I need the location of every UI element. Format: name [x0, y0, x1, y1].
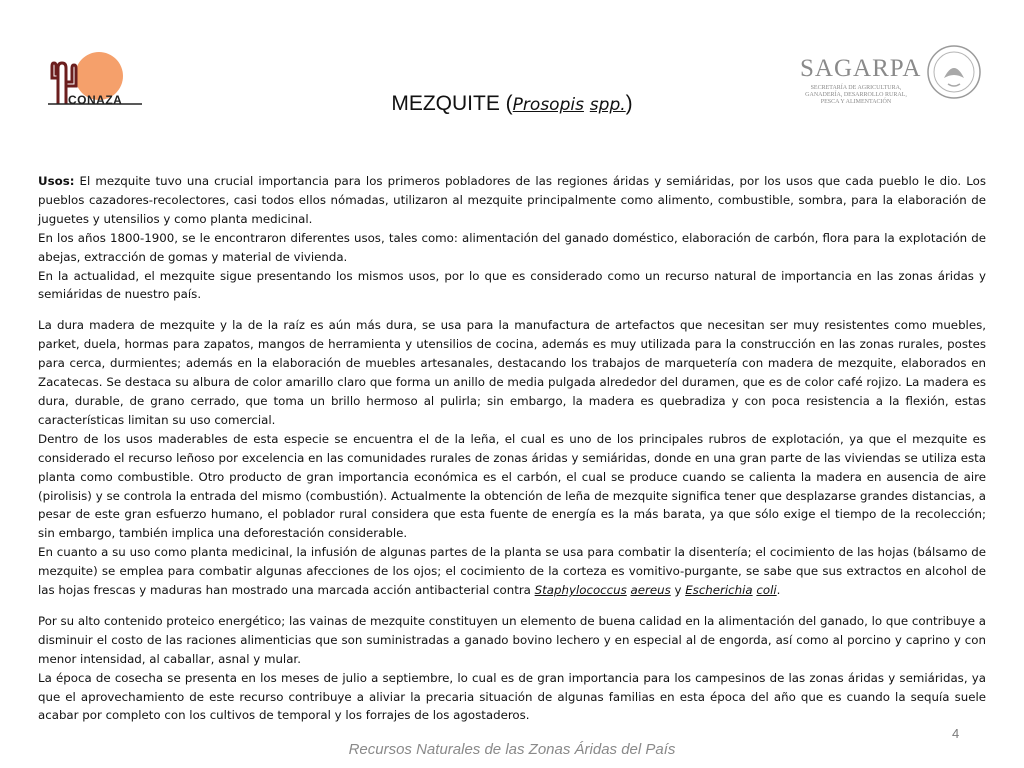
species-escherichia: Escherichia [685, 583, 753, 598]
page-number: 4 [952, 726, 960, 741]
sagarpa-logo-text: SAGARPA [800, 55, 922, 82]
paragraph: Dentro de los usos maderables de esta especie se encuentra el de la leña, el cual es uno de los principales rubros de explotación, ya que el mezquite es considerado el recurso leñoso por excelencia en las comunidades rurales de zonas áridas y semiáridas, donde en una gran parte de las viviendas se utiliza esta planta como combustible. Otro producto de gran importancia económica es el carbón, el cual se produce cuando se calienta la madera en ausencia de aire (pirolisis) y se controla la entrada del mismo (combustión). Actualmente la obtención de leña de mezquite significa tener que desplazarse grandes distancias, a pesar de este gran esfuerzo humano, el poblador rural considera que esta fuente de energía es la más barata, ya que sólo exige el tiempo de la recolección; sin embargo, también implica una deforestación considerable. [38, 431, 986, 541]
page-title: MEZQUITE (Prosopis spp.) [391, 92, 633, 115]
paragraph: La dura madera de mezquite y la de la raíz es aún más dura, se usa para la manufactura de artefactos que necesitan ser muy resistentes como muebles, parket, duela, hormas para zapatos, mangos de herramienta y utensilios de cocina, además es muy utilizada para la construcción en las zonas rurales, postes para cerca, durmientes; además en la elaboración de muebles artesanales, destacando los trabajos de marquetería con madera de mezquite, elaborados en Zacatecas. Se destaca su albura de color amarillo claro que forma un anillo de media pulgada alrededor del duramen, que es de color café rojizo. La madera es dura, durable, de grano cerrado, que toma un brillo hermoso al pulirla; sin embargo, la madera es quebradiza y con poca resistencia a la flexión, estas características limitan su uso comercial. [38, 318, 986, 427]
paragraph: En la actualidad, el mezquite sigue presentando los mismos usos, por lo que es considerado como un recurso natural de importancia en las zonas áridas y semiáridas de nuestro país. [38, 268, 986, 302]
paragraph: La época de cosecha se presenta en los meses de julio a septiembre, lo cual es de gran importancia para los campesinos de las zonas áridas y semiáridas, ya que el aprovechamiento de este recurso contribuye a aliviar la precaria situación de algunas familias en esta época del año que es cuando la sequía suele acabar por completo con los cultivos de temporal y los forrajes de los agostaderos. [38, 670, 986, 723]
paragraph: Por su alto contenido proteico energético; las vainas de mezquite constituyen un elemento de buena calidad en la alimentación del ganado, lo que contribuye a disminuir el costo de las raciones alimenticias que son suministradas a ganado bovino lechero y en especial al de engorda, así como al porcino y caprino y con menor intensidad, al caballar, asnal y mular. [38, 613, 986, 666]
footer-text: Recursos Naturales de las Zonas Áridas del País [348, 741, 676, 758]
body-text [38, 172, 986, 725]
species-name: spp. [589, 95, 626, 115]
genus-name: Prosopis [512, 95, 584, 115]
paragraph: En los años 1800-1900, se le encontraron diferentes usos, tales como: alimentación del ganado doméstico, elaboración de carbón, flora para la explotación de abejas, extracción de gomas y material de vivienda. [38, 230, 986, 264]
species-coli: coli [756, 583, 777, 598]
species-staphylococcus: Staphylococcus [534, 583, 627, 598]
paragraph-usos: Usos: El mezquite tuvo una crucial importancia para los primeros pobladores de las regiones áridas y semiáridas, por los usos que cada pueblo le dio. Los pueblos cazadores-recolectores, casi todos ellos nómadas, utilizaron al mezquite principalmente como alimento, combustible, sombra, para la elaboración de juguetes y utensilios y como planta medicinal. [38, 174, 986, 226]
usos-label: Usos: [38, 174, 75, 188]
sagarpa-logo-subtitle: SECRETARÍA DE AGRICULTURA, GANADERÍA, DESARROLLO RURAL, PESCA Y ALIMENTACIÓN [805, 85, 907, 105]
conaza-logo-text: CONAZA [68, 93, 123, 107]
paragraph-medicinal: En cuanto a su uso como planta medicinal, la infusión de algunas partes de la planta se usa para combatir la disentería; el cocimiento de las hojas (bálsamo de mezquite) se emplea para combatir algunas afecciones de los ojos; el cocimiento de la corteza es vomitivo-purgante, se sabe que sus extractos en alcohol de las hojas frescas y maduras han mostrado una marcada acción antibacterial contra Staphylococcus aereus y Escherichia coli. [38, 545, 986, 598]
species-aereus: aereus [630, 583, 671, 598]
